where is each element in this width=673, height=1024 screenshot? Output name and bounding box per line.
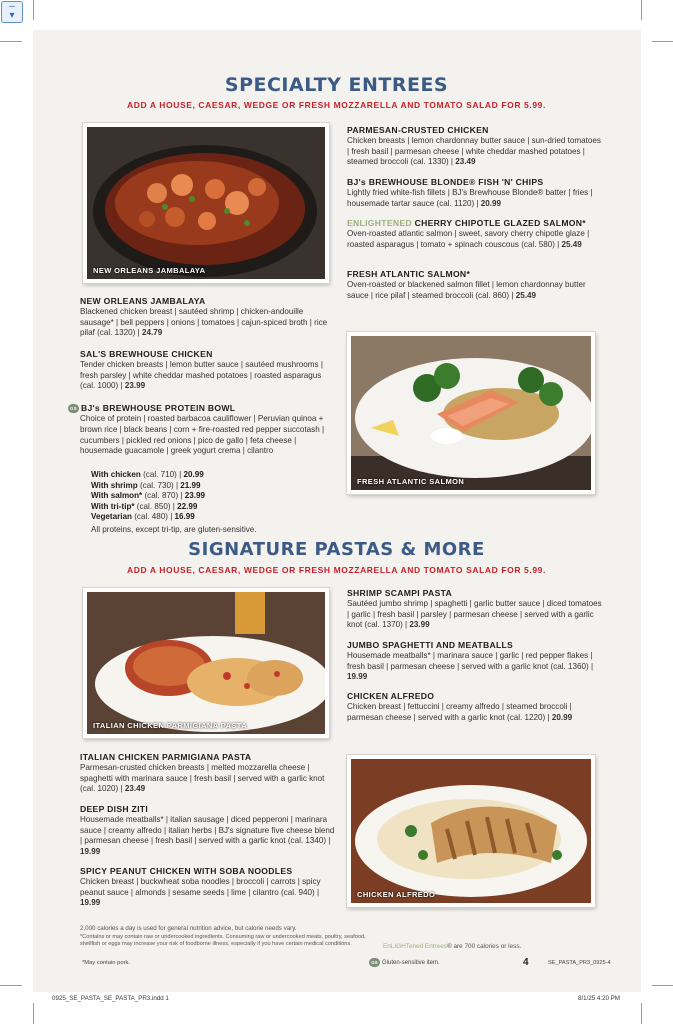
menu-item	[80, 752, 335, 795]
item-name: FRESH ATLANTIC SALMON*	[347, 269, 471, 279]
option-label: With salmon*	[91, 491, 143, 501]
photo-caption: FRESH ATLANTIC SALMON	[357, 477, 465, 486]
item-price: 20.99	[480, 198, 502, 208]
option-price: 21.99	[180, 480, 201, 490]
item-description: Sautéed jumbo shrimp | spaghetti | garlic butter sauce | diced tomatoes | garlic | fresh basil | parsley | parmesan cheese | served with a garlic knot (cal. 1370) |	[347, 599, 602, 630]
item-name: BJ's BREWHOUSE PROTEIN BOWL	[81, 403, 236, 413]
raw-warning: shellfish or eggs may increase your risk of foodborne illness, especially if you have certain medical conditions.	[80, 941, 352, 947]
trim-mark	[641, 1003, 642, 1024]
jambalaya-illustration	[87, 127, 325, 279]
item-name: CHERRY CHIPOTLE GLAZED SALMON*	[414, 218, 586, 228]
trim-mark	[652, 41, 673, 42]
option-cal: (cal. 850) |	[136, 501, 175, 511]
trim-mark	[652, 985, 673, 986]
item-description: Choice of protein | roasted barbacoa cauliflower | Peruvian quinoa + brown rice | black beans | corn + fire-roasted red pepper succotash | cucumbers | pickled red onions | pico de gallo | feta cheese | housemade guacamole | greek yogurt crema | cilantro	[80, 414, 325, 456]
option-cal: (cal. 710) |	[143, 470, 182, 479]
trim-mark	[33, 0, 34, 20]
item-description: Chicken breasts | lemon chardonnay butter sauce | sun-dried tomatoes | fresh basil | parmesan cheese | white cheddar mashed potatoes | steamed broccoli (cal. 1330) |	[347, 136, 601, 167]
section-title-pastas: SIGNATURE PASTAS & MORE	[188, 539, 485, 560]
protein-option	[91, 491, 257, 502]
print-date: 8/1/25 4:20 PM	[578, 995, 620, 1002]
photo-caption: ITALIAN CHICKEN PARMIGIANA PASTA	[93, 721, 248, 730]
item-price: 23.49	[124, 784, 146, 794]
salmon-photo	[347, 332, 595, 494]
enlightened-note	[383, 943, 521, 950]
alfredo-illustration	[351, 759, 591, 903]
option-label: Vegetarian	[91, 512, 132, 522]
item-description: Blackened chicken breast | sautéed shrimp | chicken-andouille sausage* | bell peppers | onions | tomatoes | cajun-spiced broth | rice pilaf (cal. 1320) |	[80, 307, 328, 338]
parmigiana-photo	[83, 588, 329, 738]
jambalaya-photo	[83, 123, 329, 283]
option-label: With chicken	[91, 470, 141, 479]
menu-item	[347, 218, 602, 250]
calorie-note: 2,000 calories a day is used for general nutrition advice, but calorie needs vary.	[80, 925, 297, 932]
item-name: SPICY PEANUT CHICKEN WITH SOBA NOODLES	[80, 866, 293, 876]
enlightened-prefix: ENED	[386, 218, 412, 228]
gluten-sensitive-legend	[369, 958, 440, 967]
print-file-slug: 0925_SE_PASTA_SE_PASTA_PR3.indd 1	[52, 995, 169, 1002]
item-name: SHRIMP SCAMPI PASTA	[347, 588, 453, 598]
job-code: SE_PASTA_PR3_0925-4	[548, 960, 611, 966]
menu-item	[80, 296, 335, 339]
item-name: BJ's BREWHOUSE BLONDE® FISH 'N' CHIPS	[347, 177, 544, 187]
item-name: NEW ORLEANS JAMBALAYA	[80, 296, 206, 306]
salmon-illustration	[351, 336, 591, 490]
menu-item	[347, 640, 602, 683]
menu-item	[80, 349, 335, 392]
item-price: 19.99	[80, 847, 101, 857]
enlightened-prefix: ENLIGHT	[347, 218, 387, 228]
option-price: 16.99	[174, 512, 195, 522]
enlightened-note-dark: ened Entrees	[408, 943, 447, 950]
parmigiana-illustration	[87, 592, 325, 734]
menu-item	[80, 804, 335, 858]
section-subtitle-pastas: ADD A HOUSE, CAESAR, WEDGE OR FRESH MOZZARELLA AND TOMATO SALAD FOR 5.99.	[127, 565, 546, 575]
menu-item	[68, 403, 335, 457]
trim-mark	[641, 0, 642, 20]
section-title-specialty: SPECIALTY ENTREES	[224, 74, 449, 96]
option-label: With shrimp	[91, 480, 138, 490]
alfredo-photo	[347, 755, 595, 907]
menu-item	[347, 588, 602, 631]
item-price: 23.49	[455, 157, 476, 167]
item-description: Tender chicken breasts | lemon butter sauce | sautéed mushrooms | fresh parsley | white cheddar mashed potatoes | roasted asparagus (cal. 1000) |	[80, 360, 323, 391]
option-cal: (cal. 730) |	[139, 480, 179, 490]
pork-note: *May contain pork.	[82, 960, 131, 966]
item-price: 25.49	[561, 239, 582, 249]
protein-option	[91, 481, 257, 492]
item-price: 19.99	[347, 672, 368, 682]
enlightened-note-light: EnLIGHT	[383, 943, 409, 950]
gluten-sensitive-label: Gluten-sensitive item.	[382, 960, 440, 967]
item-name: ITALIAN CHICKEN PARMIGIANA PASTA	[80, 752, 252, 762]
option-price: 23.99	[184, 491, 206, 501]
item-description: Parmesan-crusted chicken breasts | melted mozzarella cheese | spaghetti with marinara sauce | fresh basil | served with a garlic knot (cal. 1020) |	[80, 763, 325, 794]
raw-warning: *Contains or may contain raw or undercooked ingredients. Consuming raw or undercooked meats, poultry, seafood,	[80, 934, 366, 940]
gluten-sensitive-icon: GS	[69, 406, 78, 412]
page-number: 4	[523, 957, 529, 968]
item-name: CHICKEN ALFREDO	[347, 691, 435, 701]
option-price: 22.99	[177, 501, 198, 511]
item-description: Oven-roasted or blackened salmon fillet | lemon chardonnay butter sauce | rice pilaf | steamed broccoli (cal. 860) |	[347, 280, 586, 300]
option-price: 20.99	[183, 470, 204, 479]
option-cal: (cal. 870) |	[144, 491, 183, 501]
item-price: 20.99	[551, 712, 573, 722]
option-cal: (cal. 480) |	[134, 512, 173, 522]
trim-mark	[0, 41, 22, 42]
protein-option	[91, 502, 257, 513]
protein-option	[91, 512, 257, 523]
item-description: Chicken breast | buckwheat soba noodles | broccoli | carrots | spicy peanut sauce | almonds | sesame seeds | lime | cilantro (cal. 940) |	[80, 877, 321, 897]
menu-item	[347, 269, 602, 301]
item-price: 19.99	[80, 898, 101, 908]
menu-item	[80, 866, 335, 909]
item-description: Oven-roasted atlantic salmon | sweet, savory cherry chipotle glaze | roasted asparagus | tomato + spinach couscous (cal. 580) |	[347, 229, 590, 249]
photo-caption: CHICKEN ALFREDO	[357, 890, 436, 899]
item-price: 23.99	[124, 381, 146, 391]
trim-mark	[0, 985, 22, 986]
item-price: 23.99	[409, 620, 430, 630]
item-description: Housemade meatballs* | italian sausage | diced pepperoni | marinara sauce | creamy alfredo | italian herbs | BJ's signature five cheese blend | parmesan cheese | fresh basil | served with a garlic knot (cal. 1340) |	[80, 815, 335, 846]
protein-options-list	[91, 470, 257, 536]
menu-item	[347, 177, 602, 209]
item-description: Housemade meatballs* | marinara sauce | garlic | red pepper flakes | fresh basil | parmesan cheese | served with a garlic knot (cal. 1360) |	[347, 651, 594, 671]
menu-item	[347, 691, 602, 723]
option-label: With tri-tip*	[91, 501, 135, 511]
item-name: JUMBO SPAGHETTI AND MEATBALLS	[347, 640, 514, 650]
gluten-sensitive-icon: GS	[369, 958, 380, 967]
photo-caption: NEW ORLEANS JAMBALAYA	[93, 266, 206, 275]
item-price: 24.79	[141, 328, 163, 338]
menu-item	[347, 125, 602, 168]
item-name: SAL'S BREWHOUSE CHICKEN	[80, 349, 213, 359]
protein-note: All proteins, except tri-tip, are gluten-sensitive.	[91, 524, 257, 534]
trim-mark	[33, 1003, 34, 1024]
item-name: PARMESAN-CRUSTED CHICKEN	[347, 125, 489, 135]
item-price: 25.49	[515, 290, 536, 300]
item-description: Chicken breast | fettuccini | creamy alfredo | steamed broccoli | parmesan cheese | served with a garlic knot (cal. 1220) |	[347, 702, 572, 722]
enlightened-note-text: ® are 700 calories or less.	[446, 943, 522, 950]
viewer-toggle-button[interactable]: – ▾	[1, 1, 23, 23]
section-subtitle-specialty: ADD A HOUSE, CAESAR, WEDGE OR FRESH MOZZARELLA AND TOMATO SALAD FOR 5.99.	[127, 100, 546, 110]
item-description: Lightly fried white-fish fillets | BJ's Brewhouse Blonde® batter | fries | housemade tartar sauce (cal. 1120) |	[347, 188, 593, 208]
protein-option	[91, 470, 257, 481]
item-name: DEEP DISH ZITI	[80, 804, 149, 814]
